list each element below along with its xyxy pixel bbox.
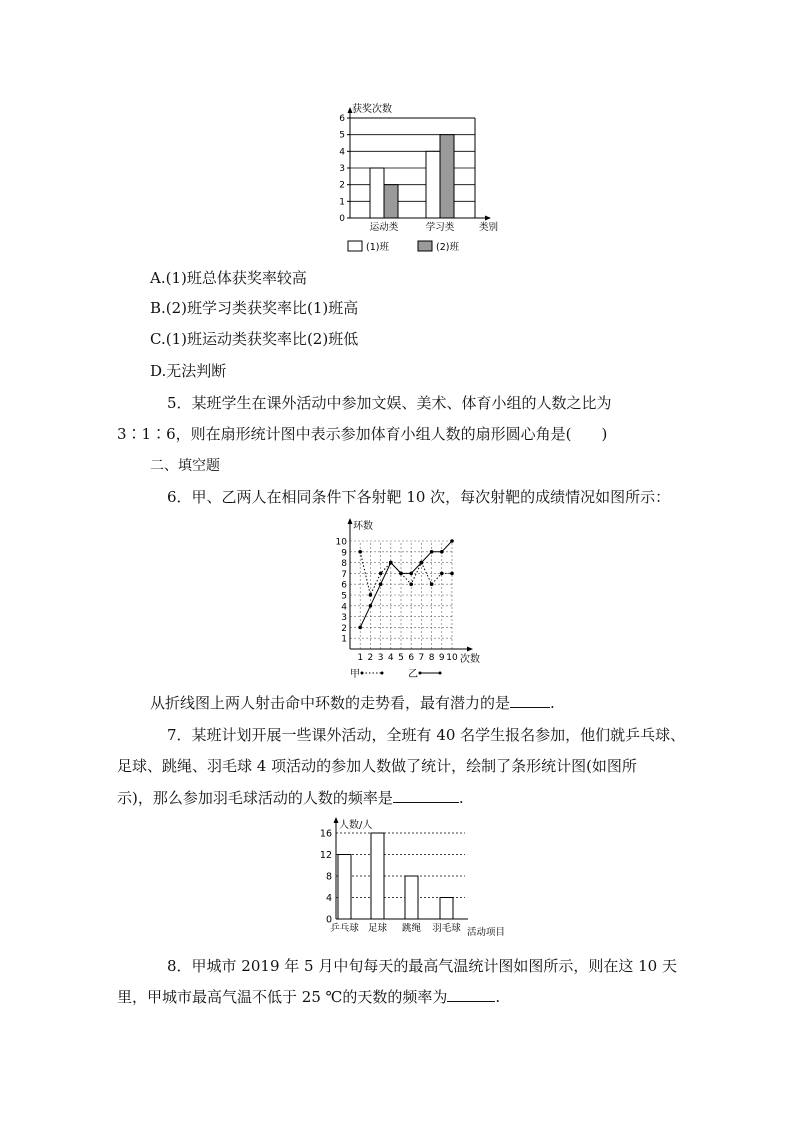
category-label: 运动类 bbox=[369, 222, 399, 233]
option-c: C.(1)班运动类获奖率比(2)班低 bbox=[150, 330, 359, 348]
option-d: D.无法判断 bbox=[150, 362, 227, 380]
x-axis-arrow bbox=[467, 647, 473, 652]
q7-line1: 7．某班计划开展一些课外活动，全班有 40 名学生报名参加，他们就乒乓球、 bbox=[167, 726, 686, 744]
x-axis-label: 活动项目 bbox=[467, 927, 506, 938]
q8-period: . bbox=[495, 988, 501, 1006]
x-axis-label: 类别 bbox=[479, 222, 499, 233]
bar bbox=[405, 876, 418, 919]
data-point bbox=[409, 582, 413, 586]
x-tick-label: 6 bbox=[408, 653, 415, 663]
q7-line3: 示)，那么参加羽毛球活动的人数的频率是 bbox=[117, 789, 393, 807]
shooting-line-chart bbox=[330, 515, 500, 685]
legend-swatch bbox=[348, 241, 362, 251]
y-tick-label: 4 bbox=[339, 147, 345, 158]
x-tick-label: 3 bbox=[377, 653, 384, 663]
y-tick-label: 8 bbox=[341, 559, 347, 570]
y-tick-label: 2 bbox=[339, 180, 345, 191]
q8-line1: 8．甲城市 2019 年 5 月中旬每天的最高气温统计图如图所示，则在这 10 天 bbox=[167, 957, 677, 975]
q7-blank[interactable] bbox=[393, 788, 459, 803]
q6-blank[interactable] bbox=[510, 693, 550, 708]
q6-line1: 6．甲、乙两人在相同条件下各射靶 10 次，每次射靶的成绩情况如图所示： bbox=[167, 488, 671, 506]
x-tick-label: 8 bbox=[428, 653, 435, 663]
x-tick-label: 9 bbox=[438, 653, 445, 663]
bar bbox=[384, 185, 398, 218]
y-tick-label: 10 bbox=[335, 537, 347, 548]
data-point bbox=[379, 582, 383, 586]
y-tick-label: 0 bbox=[325, 914, 332, 926]
legend-label: 甲 bbox=[350, 669, 360, 680]
data-point bbox=[369, 604, 373, 608]
q8-line2-wrap bbox=[117, 986, 500, 1008]
legend-dot bbox=[419, 672, 422, 675]
y-tick-label: 1 bbox=[339, 197, 345, 208]
data-point bbox=[450, 572, 454, 576]
data-point bbox=[430, 582, 434, 586]
x-tick-label: 4 bbox=[387, 653, 394, 663]
y-axis-label: 环数 bbox=[353, 521, 373, 532]
data-point bbox=[369, 593, 373, 597]
x-tick-label: 1 bbox=[357, 653, 364, 663]
category-label: 跳绳 bbox=[401, 923, 422, 934]
q8-blank[interactable] bbox=[447, 987, 495, 1002]
data-point bbox=[420, 561, 424, 565]
legend-label: (2)班 bbox=[436, 242, 459, 253]
legend-dot bbox=[361, 672, 364, 675]
q5-line2: 3∶1∶6，则在扇形统计图中表示参加体育小组人数的扇形圆心角是( ) bbox=[117, 425, 608, 443]
activity-bar-chart bbox=[310, 815, 520, 945]
bar bbox=[370, 168, 384, 218]
x-axis-arrow bbox=[485, 216, 491, 221]
y-tick-label: 7 bbox=[341, 569, 347, 580]
y-axis-arrow bbox=[334, 817, 339, 823]
bar bbox=[440, 898, 453, 920]
bar bbox=[440, 135, 454, 218]
option-b: B.(2)班学习类获奖率比(1)班高 bbox=[150, 299, 359, 317]
bar bbox=[426, 151, 440, 218]
y-tick-label: 2 bbox=[341, 623, 347, 634]
legend-dot bbox=[439, 672, 442, 675]
legend-swatch bbox=[418, 241, 432, 251]
y-tick-label: 1 bbox=[341, 634, 347, 645]
y-tick-label: 6 bbox=[341, 580, 347, 591]
y-tick-label: 3 bbox=[341, 613, 347, 624]
bar bbox=[371, 833, 384, 919]
y-tick-label: 4 bbox=[341, 602, 347, 613]
y-tick-label: 9 bbox=[341, 548, 347, 559]
legend-dot bbox=[381, 672, 384, 675]
y-tick-label: 3 bbox=[339, 164, 345, 174]
x-axis-label: 次数 bbox=[460, 654, 480, 665]
q8-line2: 里，甲城市最高气温不低于 25 ℃的天数的频率为 bbox=[117, 988, 448, 1006]
legend-label: 乙 bbox=[408, 669, 418, 680]
q5-line1: 5．某班学生在课外活动中参加文娱、美术、体育小组的人数之比为 bbox=[167, 394, 612, 412]
y-axis-label: 获奖次数 bbox=[352, 104, 392, 115]
x-tick-label: 5 bbox=[398, 653, 404, 663]
category-label: 学习类 bbox=[425, 222, 455, 233]
category-label: 足球 bbox=[367, 923, 388, 934]
x-tick-label: 10 bbox=[446, 653, 458, 663]
category-label: 乒乓球 bbox=[330, 923, 359, 934]
y-tick-label: 0 bbox=[339, 214, 345, 224]
y-tick-label: 16 bbox=[319, 828, 332, 840]
data-point bbox=[440, 572, 444, 576]
category-label: 羽毛球 bbox=[432, 923, 461, 934]
data-point bbox=[409, 572, 413, 576]
data-point bbox=[430, 550, 434, 554]
data-point bbox=[358, 550, 362, 554]
x-tick-label: 2 bbox=[367, 653, 374, 663]
y-tick-label: 6 bbox=[339, 114, 345, 124]
q6-answer-text: 从折线图上两人射击命中环数的走势看，最有潜力的是 bbox=[150, 694, 511, 712]
legend-label: (1)班 bbox=[366, 242, 389, 253]
q7-line3-wrap bbox=[117, 787, 464, 809]
y-tick-label: 4 bbox=[325, 893, 332, 904]
y-tick-label: 5 bbox=[341, 591, 347, 602]
data-point bbox=[440, 550, 444, 554]
q6-answer-line bbox=[150, 692, 555, 714]
y-axis-arrow bbox=[348, 518, 353, 524]
data-point bbox=[379, 572, 383, 576]
q6-period: . bbox=[550, 694, 555, 712]
section-heading: 二、填空题 bbox=[150, 458, 220, 474]
award-bar-chart bbox=[330, 100, 510, 260]
x-tick-label: 7 bbox=[418, 653, 425, 663]
y-tick-label: 12 bbox=[319, 850, 332, 861]
data-point bbox=[358, 626, 362, 630]
q7-period: . bbox=[458, 789, 464, 807]
data-point bbox=[450, 539, 454, 543]
data-point bbox=[399, 572, 403, 576]
y-tick-label: 5 bbox=[339, 130, 345, 141]
q7-line2: 足球、跳绳、羽毛球 4 项活动的参加人数做了统计，绘制了条形统计图(如图所 bbox=[117, 757, 637, 775]
data-point bbox=[389, 561, 393, 565]
y-tick-label: 8 bbox=[325, 871, 332, 883]
option-a: A.(1)班总体获奖率较高 bbox=[150, 269, 307, 287]
y-axis-label: 人数/人 bbox=[339, 820, 373, 831]
bar bbox=[338, 855, 351, 920]
